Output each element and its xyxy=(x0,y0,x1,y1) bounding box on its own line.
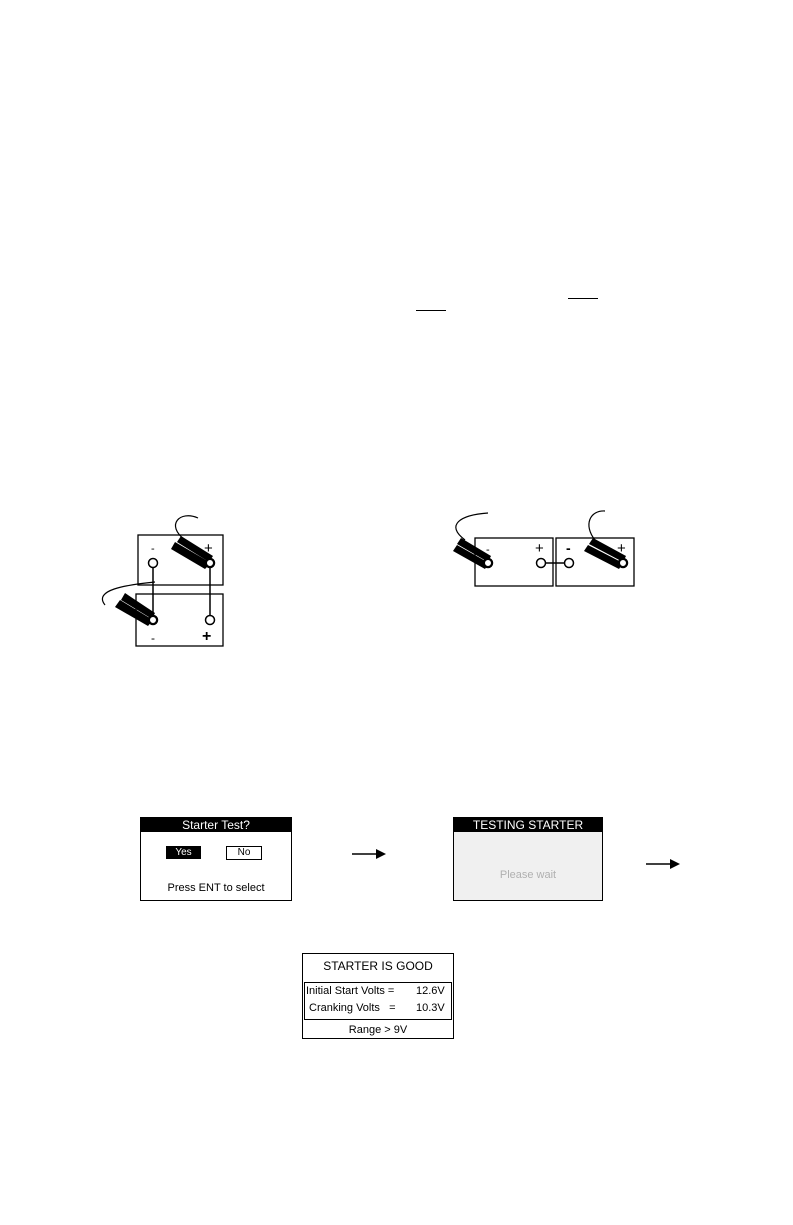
top-battery-neg-symbol: - xyxy=(151,543,155,555)
battery-one-neg-symbol: - xyxy=(486,544,490,556)
underline-mark-right xyxy=(568,298,598,299)
battery-two-pos-symbol: + xyxy=(617,540,626,557)
select-instruction: Press ENT to select xyxy=(167,882,265,894)
bottom-battery-pos-symbol: + xyxy=(202,628,212,645)
initial-start-volts-value: 12.6V xyxy=(416,985,445,997)
battery-one-pos-symbol: + xyxy=(535,540,544,557)
starter-result-screen xyxy=(302,953,454,1039)
range-note: Range > 9V xyxy=(348,1024,408,1036)
starter-test-title: Starter Test? xyxy=(141,818,291,832)
cranking-volts-value: 10.3V xyxy=(416,1002,445,1014)
battery-two-neg-symbol: - xyxy=(566,540,571,556)
initial-start-volts-label: Initial Start Volts = xyxy=(306,985,395,997)
underline-mark-left xyxy=(416,310,446,311)
parallel-battery-diagram xyxy=(85,500,245,655)
top-battery-pos-symbol: + xyxy=(204,540,213,557)
yes-button[interactable]: Yes xyxy=(166,846,201,859)
starter-test-screen xyxy=(140,817,292,901)
bottom-battery-neg-symbol: - xyxy=(151,631,155,645)
right-arrow-icon xyxy=(352,848,386,860)
voltage-readout-box xyxy=(304,982,452,1020)
cranking-volts-label: Cranking Volts = xyxy=(309,1002,396,1014)
series-battery-diagram xyxy=(445,505,645,590)
result-title: STARTER IS GOOD xyxy=(323,959,433,973)
testing-starter-screen xyxy=(453,817,603,901)
right-arrow-icon xyxy=(646,858,680,870)
testing-starter-title: TESTING STARTER xyxy=(454,818,602,832)
no-button[interactable]: No xyxy=(226,846,262,860)
please-wait-status: Please wait xyxy=(499,869,557,881)
